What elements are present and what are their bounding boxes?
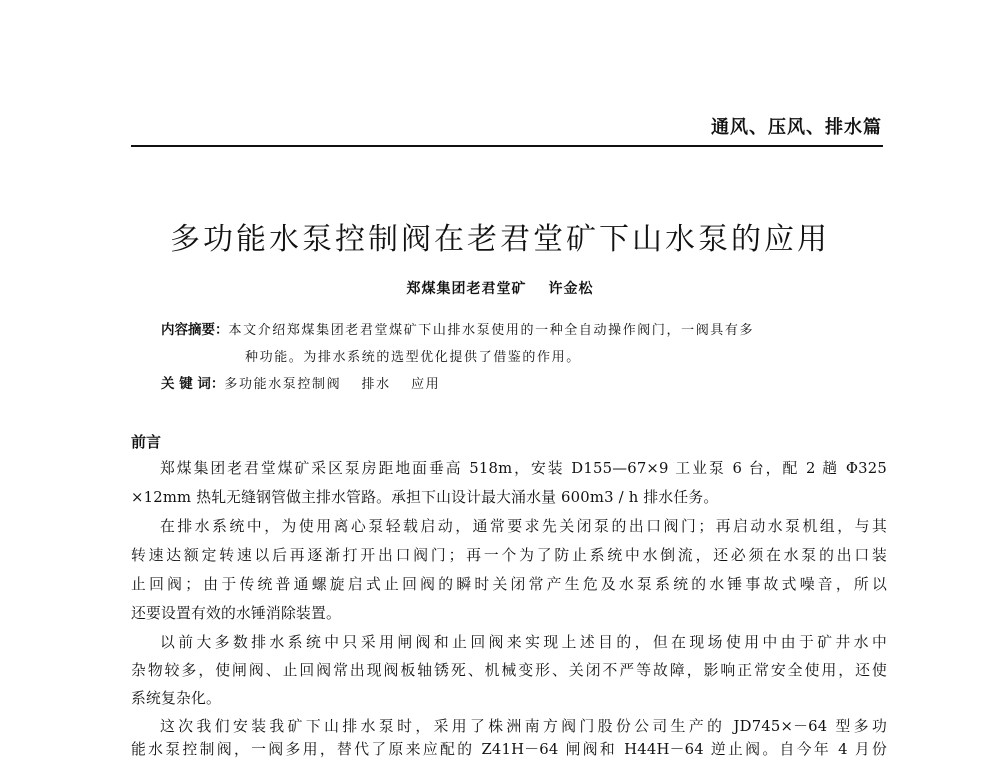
author-line [0,278,1000,298]
author-name: 许金松 [548,281,594,297]
body-line: 还要设置有效的水锤消除装置。 [131,605,341,622]
body-line: ×12mm 热轧无缝钢管做主排水管路。承担下山设计最大涌水量 600m3 / h 排水任务。 [131,489,719,506]
body-line: 杂物较多，使闸阀、止回阀常出现阀板轴锈死、机械变形、关闭不严等故障，影响正常安全使用，还使 [131,662,887,679]
body-line: 这次我们安装我矿下山排水泵时，采用了株洲南方阀门股份公司生产的 JD745×－64 型多功 [160,718,887,735]
abstract-label: 内容摘要： [161,322,229,338]
body-line: 止回阀；由于传统普通螺旋启式止回阀的瞬时关闭常产生危及水泵系统的水锤事故式噪音，所以 [131,576,887,593]
section-header: 通风、压风、排水篇 [711,117,882,138]
keywords-text: 多功能水泵控制阀 排水 应用 [224,377,441,392]
body-line: 能水泵控制阀，一阀多用，替代了原来应配的 Z41H－64 闸阀和 H44H－64 逆止阀。自今年 4 月份 [131,741,887,758]
abstract-text-line2: 种功能。为排水系统的选型优化提供了借鉴的作用。 [245,350,581,365]
body-line: 系统复杂化。 [131,690,221,707]
abstract [161,318,891,343]
body-line: 转速达额定转速以后再逐渐打开出口阀门；再一个为了防止系统中水倒流，还必须在水泵的出口装 [131,547,887,564]
body-line: 以前大多数排水系统中只采用闸阀和止回阀来实现上述目的，但在现场使用中由于矿井水中 [160,634,887,651]
paper-title: 多功能水泵控制阀在老君堂矿下山水泵的应用 [170,222,830,257]
author-affiliation: 郑煤集团老君堂矿 [406,281,527,297]
keywords-label: 关 键 词： [161,376,225,392]
section-heading: 前言 [131,433,162,451]
abstract-text-line1: 本文介绍郑煤集团老君堂煤矿下山排水泵使用的一种全自动操作阀门，一阀具有多 [228,323,755,338]
keywords [161,372,891,397]
header-rule [131,145,883,147]
body-line: 在排水系统中，为使用离心泵轻载启动，通常要求先关闭泵的出口阀门；再启动水泵机组，与其 [160,518,887,535]
body-line: 郑煤集团老君堂煤矿采区泵房距地面垂高 518m，安装 D155—67×9 工业泵 6 台，配 2 趟 Φ325 [160,460,887,477]
